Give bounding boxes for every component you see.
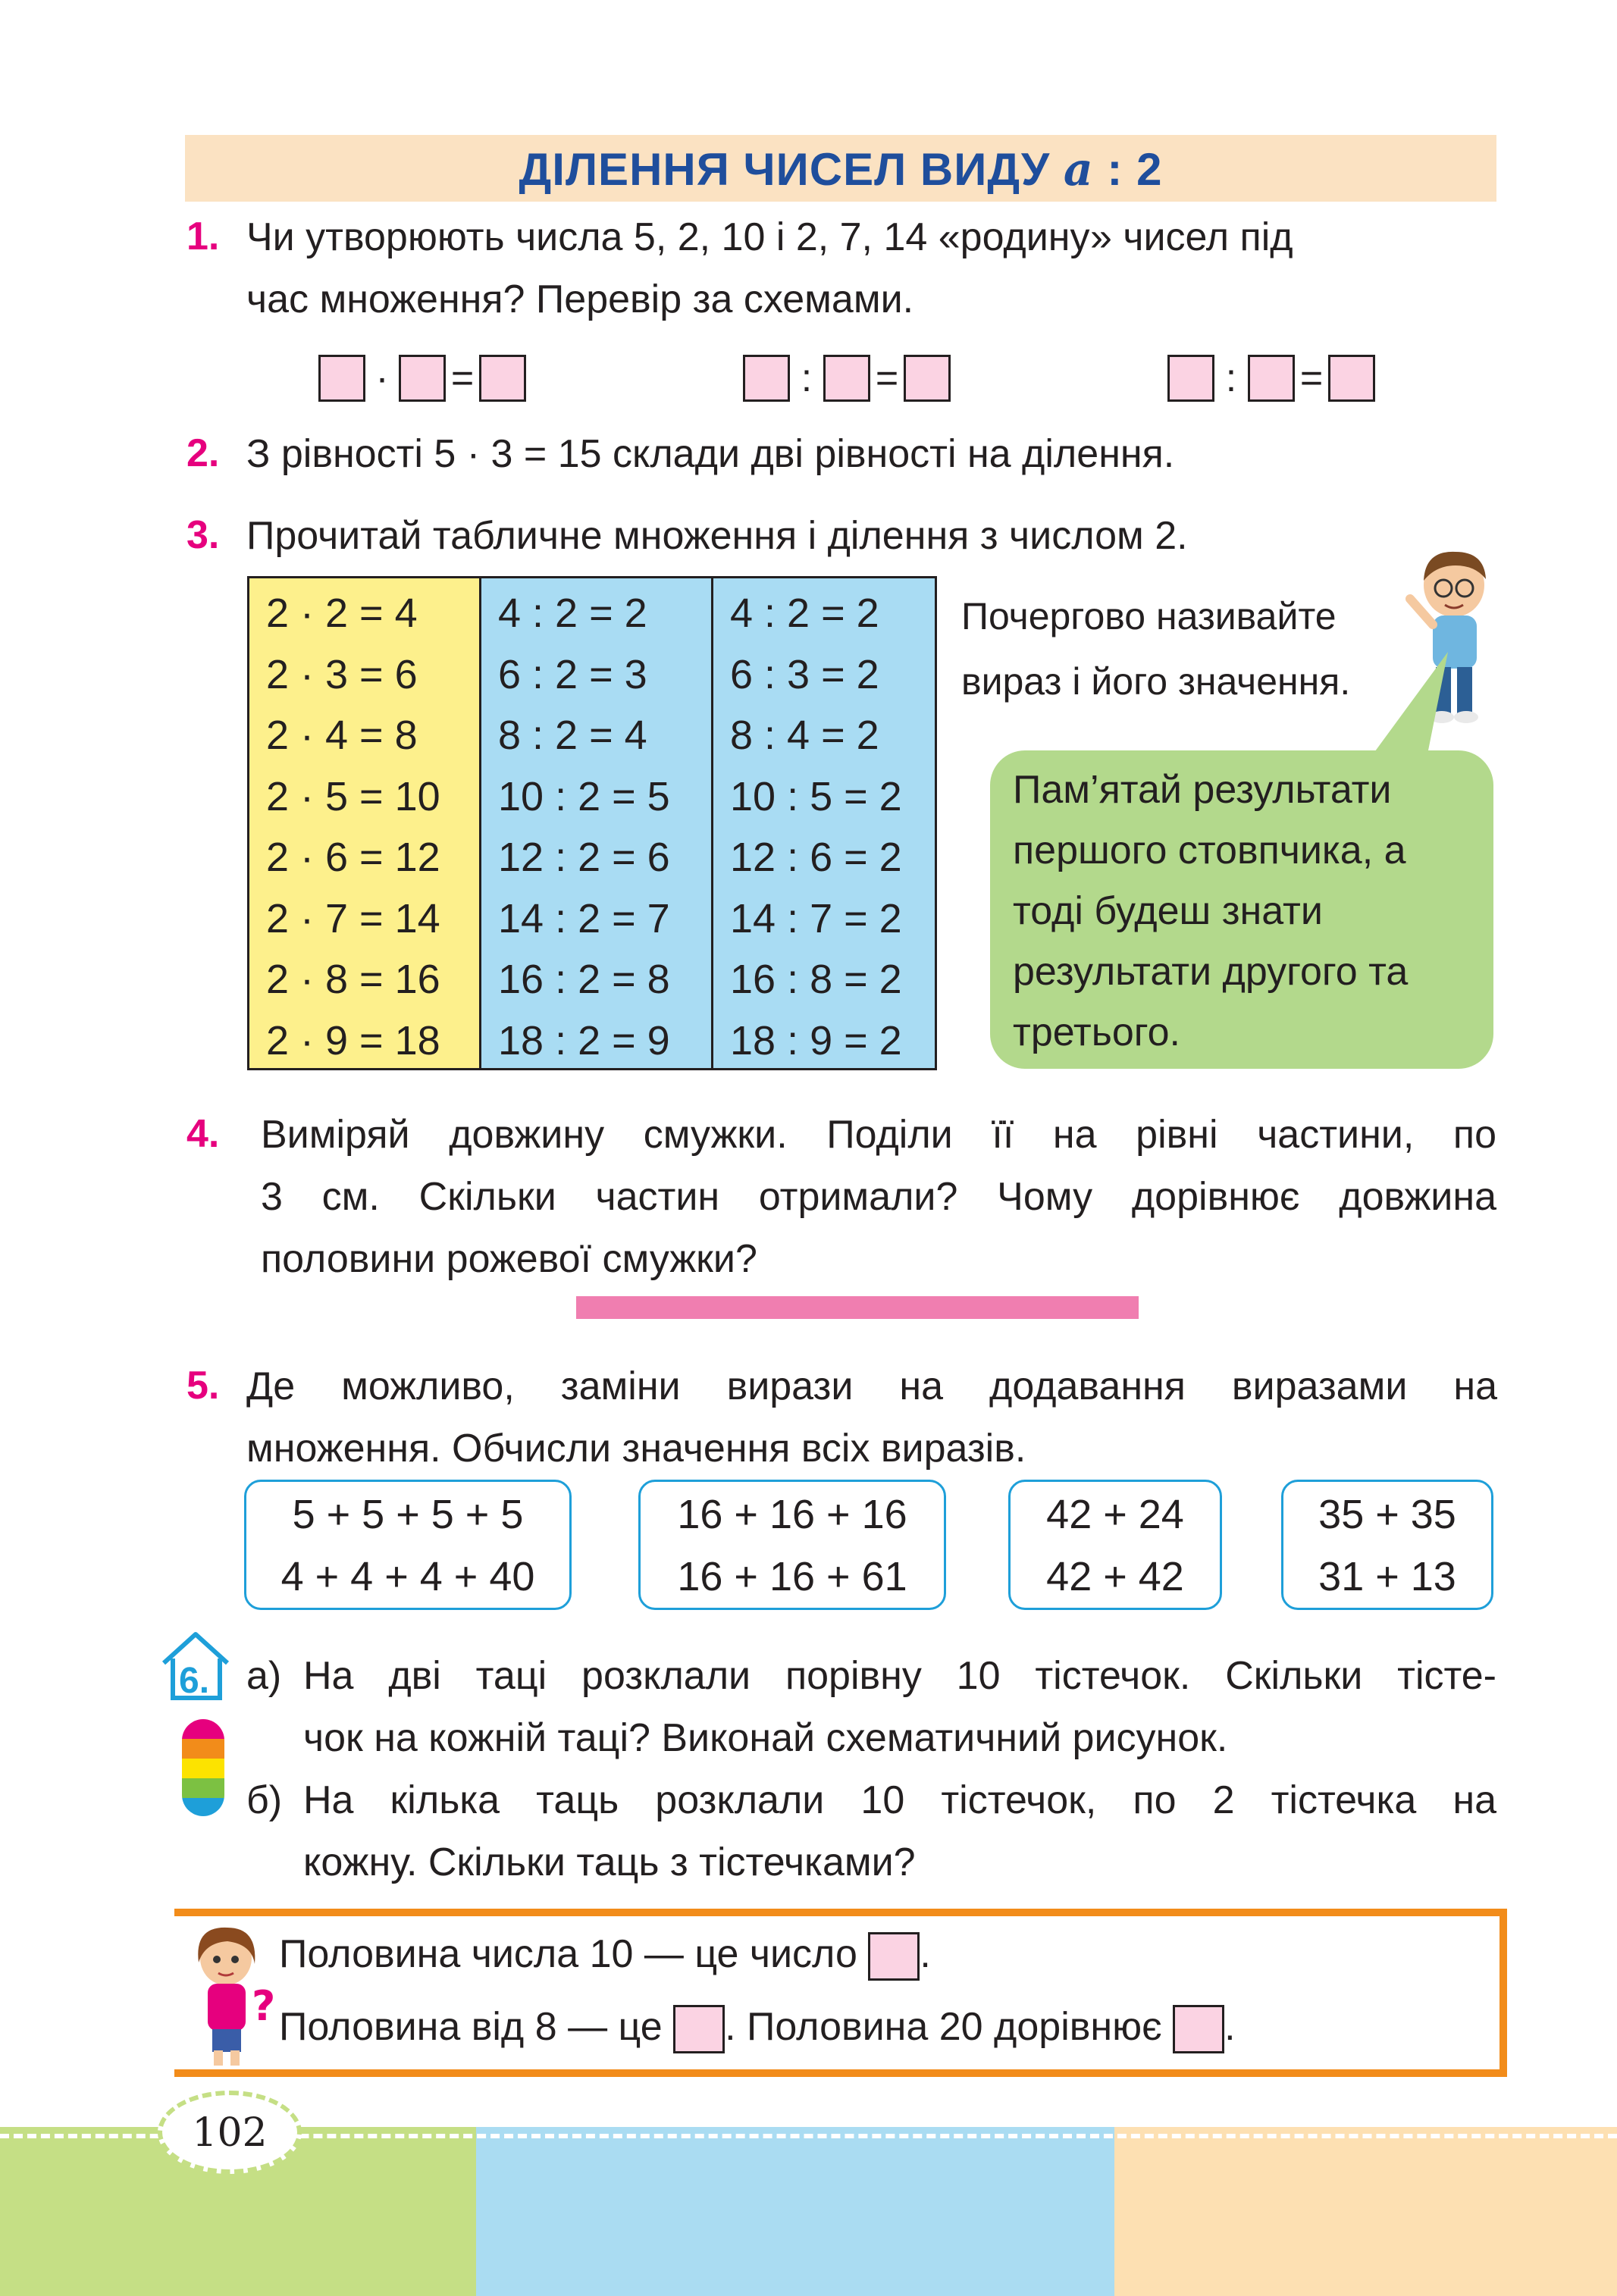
- expression-box: 5 + 5 + 5 + 5 4 + 4 + 4 + 40: [244, 1480, 572, 1610]
- answer-box[interactable]: [399, 355, 446, 402]
- table-column-division-result-2: [713, 578, 935, 1068]
- table-cell: 2 · 5 = 10: [266, 773, 440, 819]
- task6-a-line2: чок на кожній таці? Виконай схематичний рисунок.: [303, 1716, 1228, 1760]
- operator: :: [801, 356, 813, 400]
- task-number-2: 2.: [186, 431, 220, 475]
- task6-b-label: б): [246, 1778, 283, 1822]
- task-number-5: 5.: [186, 1364, 220, 1408]
- task6-b-line1: На кілька таць розклали 10 тістечок, по 2 тістечка на: [303, 1778, 1496, 1822]
- table-cell: 18 : 2 = 9: [498, 1017, 670, 1063]
- table-cell: 14 : 2 = 7: [498, 895, 670, 941]
- table-cell: 2 · 4 = 8: [266, 713, 418, 758]
- operator: :: [1225, 356, 1237, 400]
- task-number-4: 4.: [186, 1112, 220, 1156]
- table-cell: 10 : 5 = 2: [730, 773, 902, 819]
- expression-box: 16 + 16 + 16 16 + 16 + 61: [638, 1480, 946, 1610]
- operator: =: [875, 356, 899, 400]
- expression-box: 35 + 35 31 + 13: [1281, 1480, 1493, 1610]
- task6-b-line2: кожну. Скільки таць з тістечками?: [303, 1840, 916, 1884]
- table-cell: 4 : 2 = 2: [730, 590, 879, 636]
- table-cell: 12 : 2 = 6: [498, 835, 670, 880]
- task-number-1: 1.: [186, 215, 220, 258]
- task2-text: З рівності 5 · 3 = 15 склади дві рівності на ділення.: [246, 432, 1175, 476]
- table-column-multiplication: [249, 578, 481, 1068]
- svg-text:?: ?: [252, 1982, 276, 2030]
- schema-multiplication: [318, 347, 526, 409]
- task1-line1: Чи утворюють числа 5, 2, 10 і 2, 7, 14 «родину» чисел під: [246, 215, 1293, 259]
- page-number: 102: [192, 2110, 268, 2156]
- schema-division-2: [1167, 347, 1375, 409]
- half-of-10-line: Половина числа 10 — це число .: [279, 1918, 931, 1991]
- task4-line3: половини рожевої смужки?: [261, 1237, 757, 1281]
- task1-line2: час множення? Перевір за схемами.: [246, 277, 914, 321]
- table-cell: 6 : 2 = 3: [498, 651, 647, 697]
- table-cell: 2 · 2 = 4: [266, 590, 418, 636]
- footer-band-blue: [476, 2127, 1114, 2296]
- table-cell: 4 : 2 = 2: [498, 590, 647, 636]
- answer-box[interactable]: [1167, 355, 1214, 402]
- table-cell: 18 : 9 = 2: [730, 1017, 902, 1063]
- operator: =: [1299, 356, 1324, 400]
- table-cell: 2 · 9 = 18: [266, 1017, 440, 1063]
- task-number-3: 3.: [186, 513, 220, 557]
- task-number-6: 6.: [179, 1661, 210, 1701]
- expression-box: 42 + 24 42 + 42: [1008, 1480, 1222, 1610]
- speech-bubble-hint: Пам’ятай результати першого стовпчика, а тоді будеш знати результати другого та третього.: [990, 750, 1493, 1069]
- table-cell: 14 : 7 = 2: [730, 895, 902, 941]
- table-cell: 12 : 6 = 2: [730, 835, 902, 880]
- table-cell: 2 · 6 = 12: [266, 835, 440, 880]
- table-cell: 2 · 8 = 16: [266, 957, 440, 1002]
- task3-text: Прочитай табличне множення і ділення з числом 2.: [246, 514, 1188, 558]
- task4-line1: Виміряй довжину смужки. Поділи її на рівні частини, по: [261, 1113, 1496, 1157]
- difficulty-bar-icon: [182, 1719, 224, 1816]
- table-cell: 16 : 2 = 8: [498, 957, 670, 1002]
- task6-a-line1: На дві таці розклали порівну 10 тістечок. Скільки тісте-: [303, 1654, 1496, 1698]
- task5-line1: Де можливо, заміни вирази на додавання виразами на: [246, 1364, 1497, 1408]
- table-cell: 10 : 2 = 5: [498, 773, 670, 819]
- operator: ·: [375, 356, 389, 400]
- answer-box[interactable]: [318, 355, 365, 402]
- answer-box[interactable]: [479, 355, 526, 402]
- footer-band-beige: [1114, 2127, 1617, 2296]
- table-cell: 8 : 4 = 2: [730, 713, 879, 758]
- operator: =: [450, 356, 475, 400]
- task5-line2: множення. Обчисли значення всіх виразів.: [246, 1427, 1026, 1471]
- table-cell: 2 · 3 = 6: [266, 651, 418, 697]
- answer-box[interactable]: [904, 355, 951, 402]
- half-of-8-and-20-line: Половина від 8 — це . Половина 20 дорівнює .: [279, 1991, 1236, 2063]
- table-cell: 2 · 7 = 14: [266, 895, 440, 941]
- table-cell: 16 : 8 = 2: [730, 957, 902, 1002]
- answer-box[interactable]: [673, 2005, 725, 2053]
- speech-bubble-tail: [1365, 652, 1456, 766]
- table-cell: 6 : 3 = 2: [730, 651, 879, 697]
- answer-box[interactable]: [1248, 355, 1295, 402]
- pink-strip: [576, 1296, 1139, 1319]
- schema-division-1: [743, 347, 951, 409]
- hint-text: Почергово називайте вираз і його значення.: [961, 595, 1351, 703]
- answer-box[interactable]: [1328, 355, 1375, 402]
- multiplication-division-table: [247, 576, 937, 1070]
- task6-a-label: а): [246, 1654, 282, 1698]
- table-column-division-by-2: [481, 578, 713, 1068]
- girl-character-icon: [182, 1922, 276, 2073]
- task4-line2: 3 см. Скільки частин отримали? Чому дорівнює довжина: [261, 1175, 1496, 1219]
- answer-box[interactable]: [1173, 2005, 1224, 2053]
- answer-box[interactable]: [868, 1932, 920, 1981]
- answer-box[interactable]: [743, 355, 790, 402]
- page-title: ДІЛЕННЯ ЧИСЕЛ ВИДУ а : 2: [519, 143, 1163, 196]
- table-cell: 8 : 2 = 4: [498, 713, 647, 758]
- answer-box[interactable]: [823, 355, 870, 402]
